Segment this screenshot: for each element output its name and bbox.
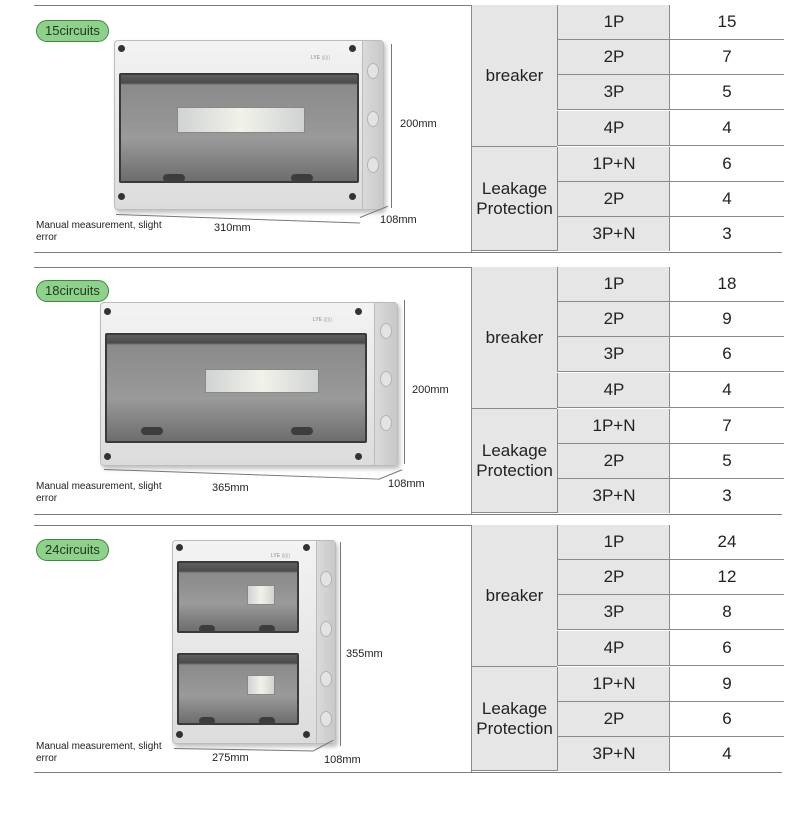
pole-type: 3P <box>557 75 670 110</box>
section-bottom-rule <box>34 252 782 253</box>
circuit-count: 4 <box>669 737 784 771</box>
circuit-count: 7 <box>669 409 784 444</box>
circuit-count: 7 <box>669 40 784 75</box>
circuit-count: 24 <box>669 525 784 560</box>
circuit-count: 8 <box>669 595 784 630</box>
section-bottom-rule <box>34 772 782 773</box>
circuit-count: 3 <box>669 217 784 251</box>
pole-type: 1P+N <box>557 667 670 702</box>
height-dimension: 200mm <box>412 384 449 396</box>
circuit-count: 15 <box>669 5 784 40</box>
spec-table <box>471 267 783 514</box>
depth-dimension: 108mm <box>388 478 425 490</box>
height-dimension: 200mm <box>400 118 437 130</box>
distribution-box-image: LYE ▯▯▯ <box>100 302 398 466</box>
pole-type: 1P+N <box>557 409 670 444</box>
circuit-count: 6 <box>669 337 784 372</box>
width-dimension: 365mm <box>212 482 249 494</box>
depth-dimension: 108mm <box>380 214 417 226</box>
pole-type: 1P <box>557 525 670 560</box>
pole-type: 3P <box>557 337 670 372</box>
circuit-count: 9 <box>669 302 784 337</box>
circuits-badge: 24circuits <box>36 539 109 561</box>
circuits-badge: 15circuits <box>36 20 109 42</box>
pole-type: 3P+N <box>557 217 670 251</box>
spec-table <box>471 525 783 772</box>
circuit-count: 12 <box>669 560 784 595</box>
circuit-count: 4 <box>669 373 784 408</box>
circuit-count: 6 <box>669 631 784 666</box>
pole-type: 3P <box>557 595 670 630</box>
measurement-note: Manual measurement, slight error <box>36 220 162 243</box>
width-dimension: 310mm <box>214 222 251 234</box>
pole-type: 3P+N <box>557 737 670 771</box>
measurement-note: Manual measurement, slight error <box>36 481 162 504</box>
circuit-count: 4 <box>669 111 784 146</box>
pole-type: 4P <box>557 373 670 408</box>
section-24circuits <box>0 520 790 826</box>
height-dimension: 355mm <box>346 648 383 660</box>
section-18circuits <box>0 262 790 524</box>
pole-type: 4P <box>557 111 670 146</box>
section-bottom-rule <box>34 514 782 515</box>
circuit-count: 9 <box>669 667 784 702</box>
circuit-count: 4 <box>669 182 784 217</box>
breaker-label: breaker <box>472 267 557 409</box>
pole-type: 1P <box>557 267 670 302</box>
distribution-box-image: LYE ▯▯▯ <box>114 40 384 210</box>
pole-type: 1P+N <box>557 147 670 182</box>
circuit-count: 3 <box>669 479 784 513</box>
circuit-count: 5 <box>669 75 784 110</box>
leakage-protection-label: Leakage Protection <box>472 667 557 771</box>
breaker-label: breaker <box>472 525 557 667</box>
pole-type: 2P <box>557 302 670 337</box>
spec-table <box>471 5 783 252</box>
pole-type: 1P <box>557 5 670 40</box>
circuits-badge: 18circuits <box>36 280 109 302</box>
distribution-box-image: LYE ▯▯▯ <box>172 540 336 744</box>
pole-type: 2P <box>557 702 670 737</box>
depth-dimension: 108mm <box>324 754 361 766</box>
pole-type: 2P <box>557 560 670 595</box>
circuit-count: 6 <box>669 147 784 182</box>
section-15circuits <box>0 0 790 258</box>
pole-type: 2P <box>557 40 670 75</box>
leakage-protection-label: Leakage Protection <box>472 409 557 513</box>
circuit-count: 18 <box>669 267 784 302</box>
pole-type: 2P <box>557 182 670 217</box>
circuit-count: 6 <box>669 702 784 737</box>
pole-type: 3P+N <box>557 479 670 513</box>
measurement-note: Manual measurement, slight error <box>36 741 162 764</box>
pole-type: 2P <box>557 444 670 479</box>
breaker-label: breaker <box>472 5 557 147</box>
pole-type: 4P <box>557 631 670 666</box>
circuit-count: 5 <box>669 444 784 479</box>
leakage-protection-label: Leakage Protection <box>472 147 557 251</box>
width-dimension: 275mm <box>212 752 249 764</box>
